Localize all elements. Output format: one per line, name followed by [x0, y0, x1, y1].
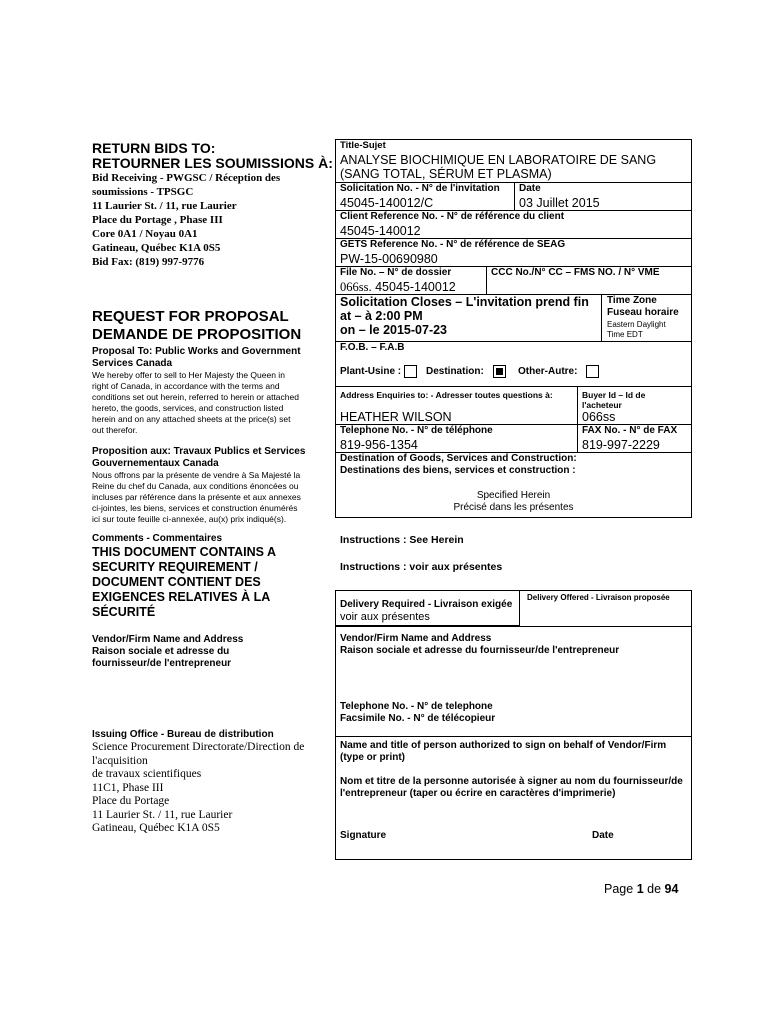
address-line: Place du Portage , Phase III: [92, 214, 223, 226]
offer-line: right of Canada, in accordance with the terms and: [92, 381, 280, 391]
comments-label: Comments - Commentaires: [92, 533, 223, 544]
buyer-label-line: Buyer Id – Id de: [582, 390, 646, 400]
offer-line: ici sur toute feuille ci-annexée, au(x) prix indiqué(s).: [92, 514, 287, 524]
time-zone-label-fr: Fuseau horaire: [607, 307, 679, 318]
fob-label: F.O.B. – F.A.B: [340, 342, 405, 353]
offer-line: ci-jointes, les biens, services et construction énumérés: [92, 503, 298, 513]
authorized-person-label-fr[interactable]: [340, 776, 683, 800]
ccc-no-label: CCC No./N° CC – FMS NO. / N° VME: [491, 267, 660, 278]
vendor-phone-fax-label[interactable]: [340, 701, 495, 725]
vendor-name-label[interactable]: [340, 633, 619, 657]
vendor-name-label-left: [92, 634, 243, 670]
destination-label: Destination:: [426, 366, 484, 378]
bid-fax: Bid Fax: (819) 997-9776: [92, 256, 205, 268]
plant-usine-label: Plant-Usine :: [340, 366, 402, 378]
instructions-fr: Instructions : voir aux présentes: [340, 561, 503, 573]
date-value: 03 Juillet 2015: [519, 196, 600, 210]
security-requirement: [92, 545, 276, 620]
vendor-label-line: fournisseur/de l'entrepreneur: [92, 658, 232, 669]
offer-text-en: [92, 370, 299, 436]
destination-goods-label: [340, 453, 577, 477]
fax-value: 819-997-2229: [582, 438, 660, 452]
client-ref-label: Client Reference No. - N° de référence du client: [340, 211, 565, 222]
plant-usine-checkbox[interactable]: [404, 365, 417, 378]
other-autre-label: Other-Autre:: [518, 366, 578, 378]
date-label: Date: [519, 183, 541, 194]
authorized-fr-line: l'entrepreneur (taper ou écrire en caractères d'imprimerie): [340, 788, 616, 799]
security-line: EXIGENCES RELATIVES À LA: [92, 590, 271, 604]
client-ref-value: 45045-140012: [340, 224, 421, 238]
return-bids-address: [92, 171, 280, 269]
issuing-office-address: [92, 741, 304, 836]
file-no-prefix: 066ss.: [340, 280, 372, 294]
offer-line: herein and on any attached sheets at the price(s) set: [92, 414, 291, 424]
vendor-form-box: [335, 590, 692, 860]
page-of: de: [647, 882, 662, 896]
delivery-required-label: Delivery Required - Livraison exigée: [340, 599, 513, 610]
issuing-office-label: Issuing Office - Bureau de distribution: [92, 729, 274, 740]
telephone-label: Telephone No. - N° de téléphone: [340, 425, 493, 436]
buyer-id-value: 066ss: [582, 410, 616, 424]
address-line: Gatineau, Québec K1A 0S5: [92, 242, 221, 254]
file-no-value: [340, 280, 456, 294]
vendor-name-line: Raison sociale et adresse du fournisseur/de l'entrepreneur: [340, 645, 620, 656]
return-bids-title-fr: RETOURNER LES SOUMISSIONS À:: [92, 155, 333, 171]
other-autre-checkbox[interactable]: [586, 365, 599, 378]
issuing-line: de travaux scientifiques: [92, 768, 202, 780]
issuing-line: Science Procurement Directorate/Direction de: [92, 741, 305, 753]
solicitation-no-label: Solicitation No. - N° de l'invitation: [340, 183, 500, 194]
offer-line: hereto, the goods, services, and construction listed: [92, 403, 284, 413]
security-line: THIS DOCUMENT CONTAINS A: [92, 545, 277, 559]
address-line: Bid Receiving - PWGSC / Réception des: [92, 172, 281, 184]
vendor-fax-line: Facsimile No. - N° de télécopieur: [340, 713, 496, 724]
offer-line: out therefor.: [92, 425, 138, 435]
destination-option: [426, 365, 506, 378]
file-no-label: File No. – N° de dossier: [340, 267, 452, 278]
delivery-required-value: voir aux présentes: [340, 611, 430, 623]
page-number: [604, 882, 678, 896]
buyer-id-label: [582, 390, 645, 410]
issuing-line: 11 Laurier St. / 11, rue Laurier: [92, 808, 233, 821]
closes-line: on – le 2015-07-23: [340, 323, 448, 337]
closes-line: Solicitation Closes – L'invitation prend fin: [340, 295, 589, 309]
address-enquiries-value: HEATHER WILSON: [340, 410, 452, 424]
page-total: 94: [664, 882, 679, 896]
time-zone-label-en: Time Zone: [607, 295, 657, 306]
other-autre-option: [518, 365, 599, 378]
instructions-en: Instructions : See Herein: [340, 534, 464, 546]
gets-ref-value: PW-15-00690980: [340, 252, 438, 266]
title-value: [340, 153, 656, 181]
proposal-to-line: Proposal To: Public Works and Government: [92, 346, 301, 357]
address-line: 11 Laurier St. / 11, rue Laurier: [92, 200, 237, 212]
offer-line: Reine du chef du Canada, aux conditions énoncées ou: [92, 481, 299, 491]
page-prefix: Page: [604, 882, 634, 896]
offer-line: We hereby offer to sell to Her Majesty the Queen in: [92, 370, 285, 380]
offer-line: conditions set out herein, referred to herein or attached: [92, 392, 299, 402]
signature-date-label[interactable]: Date: [592, 830, 614, 841]
destination-goods-value: [335, 490, 692, 514]
solicitation-closes: [340, 295, 589, 337]
vendor-label-line: Raison sociale et adresse du: [92, 646, 230, 657]
dest-goods-line: Destinations des biens, services et construction :: [340, 465, 576, 476]
issuing-line: Gatineau, Québec K1A 0S5: [92, 822, 220, 834]
proposal-to-line: Services Canada: [92, 358, 173, 369]
solicitation-no-value: 45045-140012/C: [340, 196, 434, 210]
authorized-line: Name and title of person authorized to sign on behalf of Vendor/Firm: [340, 740, 667, 751]
authorized-line: (type or print): [340, 752, 405, 763]
gets-ref-label: GETS Reference No. - N° de référence de SEAG: [340, 239, 566, 250]
time-zone-value: [607, 320, 666, 340]
tz-line: Eastern Daylight: [607, 320, 666, 329]
vendor-name-line: Vendor/Firm Name and Address: [340, 633, 492, 644]
address-line: Core 0A1 / Noyau 0A1: [92, 228, 198, 240]
proposal-to-fr: [92, 446, 305, 470]
rfp-title-en: REQUEST FOR PROPOSAL: [92, 308, 289, 325]
address-line: soumissions - TPSGC: [92, 186, 194, 198]
security-line: SECURITY REQUIREMENT /: [92, 560, 258, 574]
security-line: DOCUMENT CONTIENT DES: [92, 575, 261, 589]
authorized-fr-line: Nom et titre de la personne autorisée à signer au nom du fournisseur/de: [340, 776, 683, 787]
title-line: ANALYSE BIOCHIMIQUE EN LABORATOIRE DE SANG: [340, 153, 657, 167]
proposal-to-line: Proposition aux: Travaux Publics et Services: [92, 446, 306, 457]
file-no-number: 45045-140012: [375, 280, 456, 294]
issuing-line: Place du Portage: [92, 795, 170, 807]
return-bids-title-en: RETURN BIDS TO:: [92, 140, 216, 156]
dest-goods-value-line: Specified Herein: [476, 490, 551, 501]
security-line: SÉCURITÉ: [92, 605, 156, 619]
offer-line: incluses par référence dans la présente et aux annexes: [92, 492, 301, 502]
tz-line: Time EDT: [607, 330, 643, 339]
dest-goods-value-line: Précisé dans les présentes: [453, 502, 574, 513]
issuing-line: 11C1, Phase III: [92, 781, 164, 794]
title-label: Title-Sujet: [340, 140, 386, 151]
page-current: 1: [636, 882, 644, 896]
proposal-to-line: Gouvernementaux Canada: [92, 458, 219, 469]
signature-label[interactable]: Signature: [340, 830, 387, 841]
buyer-label-line: l'acheteur: [582, 400, 622, 410]
destination-checkbox[interactable]: [493, 365, 506, 378]
delivery-offered-label: Delivery Offered - Livraison proposée: [527, 593, 670, 602]
offer-text-fr: [92, 470, 301, 525]
dest-goods-line: Destination of Goods, Services and Construction:: [340, 453, 577, 464]
vendor-phone-line: Telephone No. - N° de telephone: [340, 701, 493, 712]
title-line: (SANG TOTAL, SÉRUM ET PLASMA): [340, 167, 552, 181]
offer-line: Nous offrons par la présente de vendre à Sa Majesté la: [92, 470, 301, 480]
fax-label: FAX No. - N° de FAX: [582, 425, 678, 436]
authorized-person-label-en: [340, 740, 666, 764]
proposal-to-en: [92, 346, 301, 370]
closes-line: at – à 2:00 PM: [340, 309, 423, 323]
issuing-line: l'acquisition: [92, 754, 148, 767]
address-enquiries-label: Address Enquiries to: - Adresser toutes questions à:: [340, 390, 553, 400]
telephone-value: 819-956-1354: [340, 438, 418, 452]
vendor-label-line: Vendor/Firm Name and Address: [92, 634, 244, 645]
rfp-title-fr: DEMANDE DE PROPOSITION: [92, 326, 302, 343]
plant-usine-option: [340, 365, 417, 378]
